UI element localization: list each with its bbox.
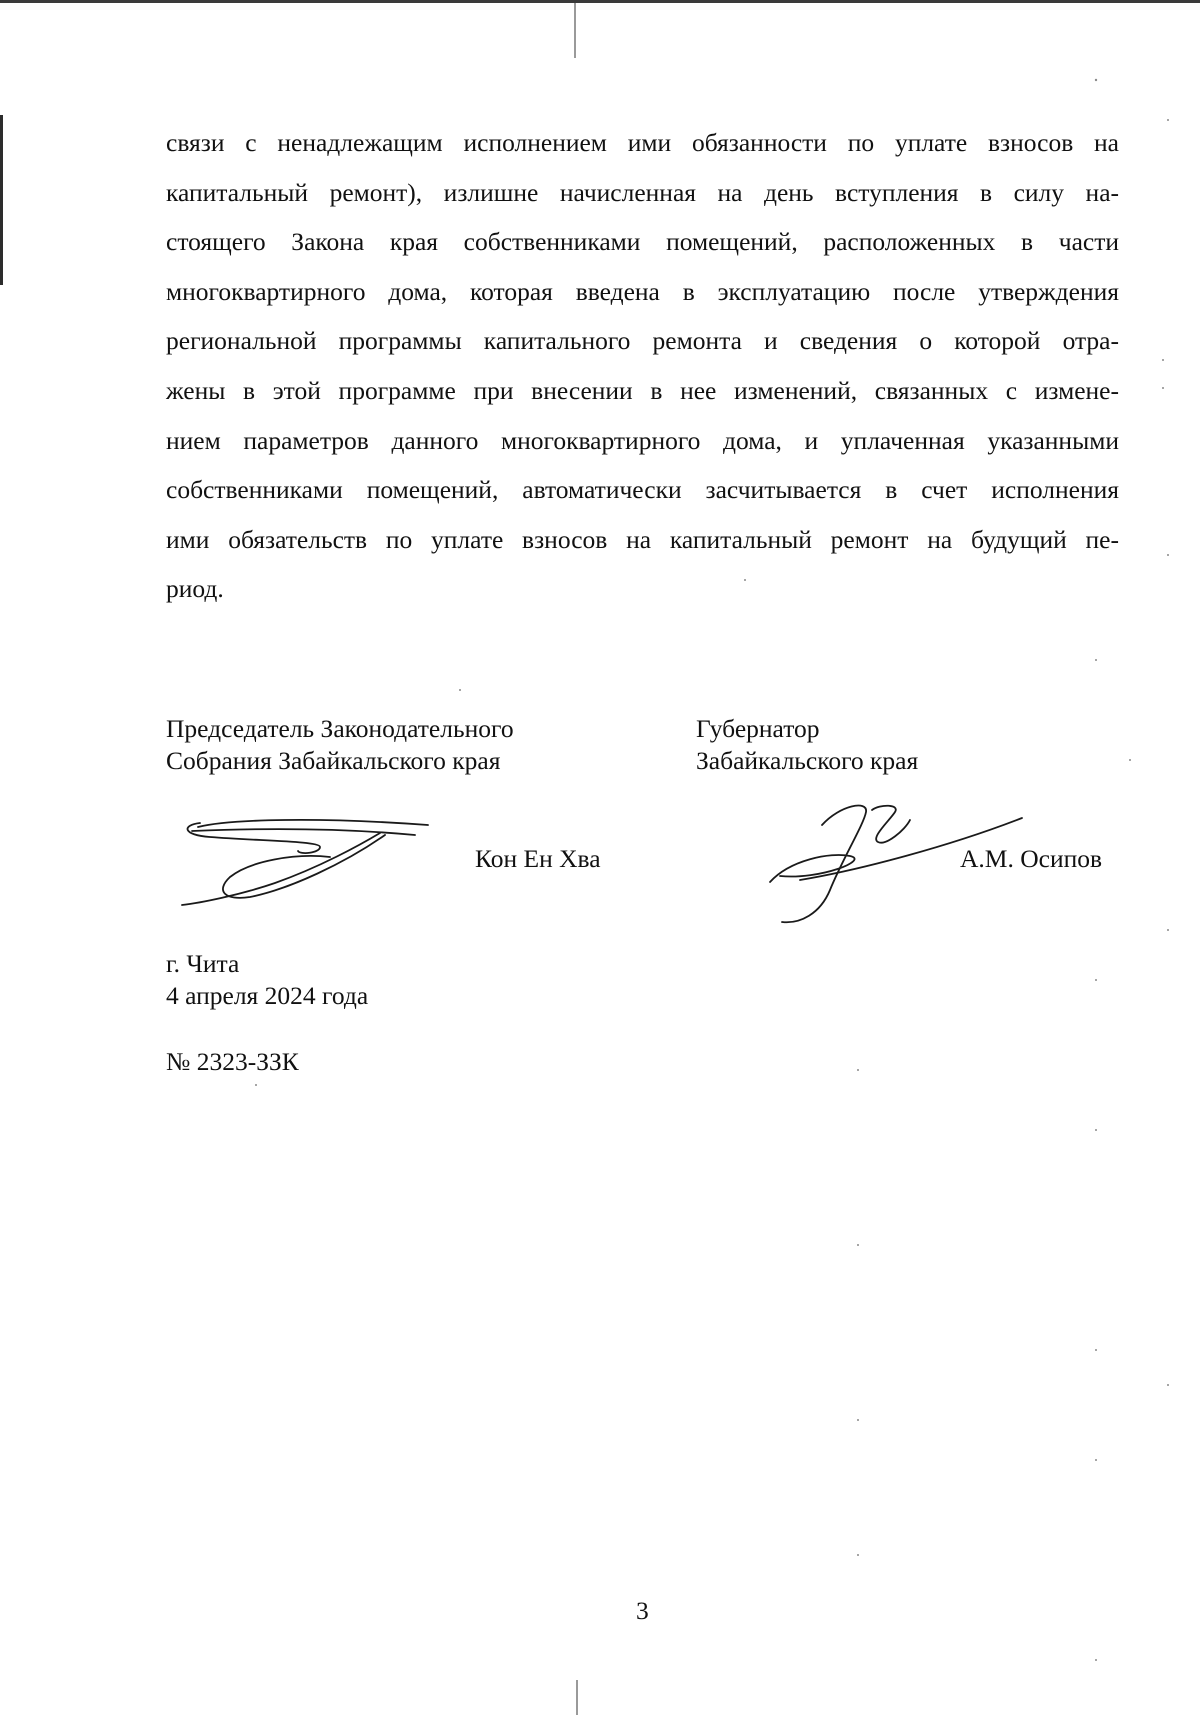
body-line: связи с ненадлежащим исполнением ими обязанности по уплате взносов на — [166, 128, 1119, 157]
body-line: жены в этой программе при внесении в нее изменений, связанных с измене- — [166, 375, 1119, 405]
body-line: многоквартирного дома, которая введена в эксплуатацию после утверждения — [166, 276, 1119, 306]
body-line: стоящего Закона края собственниками помещений, расположенных в части — [166, 227, 1119, 257]
left-signatory-title-line2: Собрания Забайкальского края — [166, 746, 501, 775]
body-line: риод. — [166, 574, 224, 604]
right-signatory-name: А.М. Осипов — [960, 844, 1103, 873]
left-signatory-name: Кон Ен Хва — [475, 844, 601, 873]
place: г. Чита — [166, 949, 240, 978]
body-line: нием параметров данного многоквартирного дома, и уплаченная указанными — [166, 425, 1119, 455]
left-handwritten-signature — [170, 805, 440, 910]
right-signatory-title-line1: Губернатор — [696, 714, 820, 743]
body-line: собственниками помещений, автоматически засчитывается в счет исполнения — [166, 475, 1119, 505]
body-line: региональной программы капитального ремонта и сведения о которой отра- — [166, 326, 1119, 356]
right-signatory-title-line2: Забайкальского края — [696, 746, 919, 775]
body-line: ими обязательств по уплате взносов на капитальный ремонт на будущий пе- — [166, 524, 1119, 554]
left-signatory-title-line1: Председатель Законодательного — [166, 714, 514, 743]
body-paragraph — [166, 118, 1119, 614]
body-line: капитальный ремонт), излишне начисленная на день вступления в силу на- — [166, 177, 1119, 207]
date: 4 апреля 2024 года — [166, 981, 369, 1010]
law-number: № 2323-ЗЗК — [166, 1047, 299, 1076]
page-number: 3 — [636, 1596, 649, 1625]
